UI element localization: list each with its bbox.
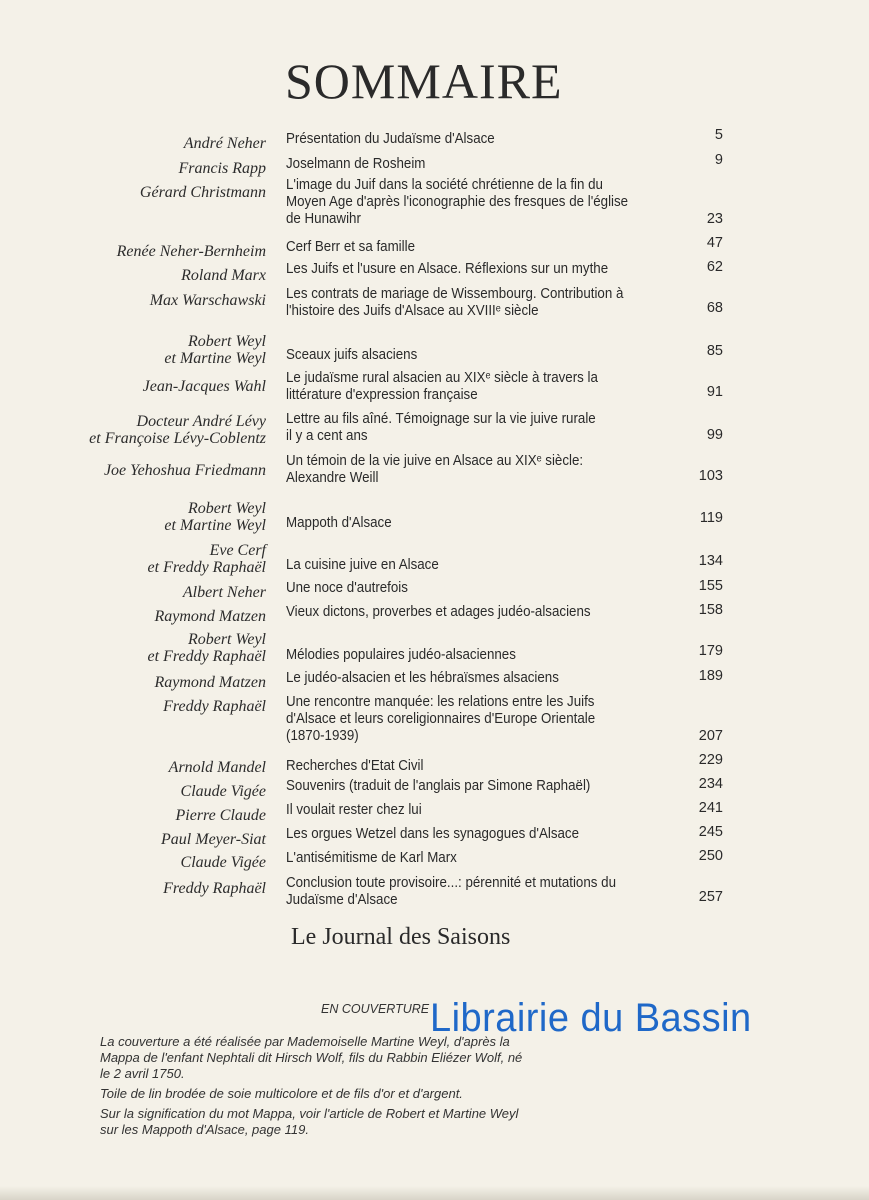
entry-page: 119 (699, 510, 723, 526)
entry-title: Il voulait rester chez lui (286, 802, 422, 818)
entry-page: 155 (698, 578, 723, 594)
cover-heading: EN COUVERTURE (321, 1002, 430, 1016)
entry-author: Albert Neher (182, 584, 266, 601)
entry-title: Mappoth d'Alsace (286, 515, 392, 531)
entry-author: Raymond Matzen (154, 674, 266, 691)
cover-paragraph: Sur la signification du mot Mappa, voir l'article de Robert et Martine Weyl sur les Mappoth d'Alsace, page 119. (100, 1106, 519, 1137)
entry-page: 68 (706, 300, 723, 316)
entry-page: 257 (698, 889, 723, 905)
entry-title: Le judéo-alsacien et les hébraïsmes alsaciens (286, 670, 559, 686)
entry-author: André Neher (183, 135, 266, 152)
journal-heading: Le Journal des Saisons (291, 924, 511, 950)
entry-title: Lettre au fils aîné. Témoignage sur la vie juive rurale il y a cent ans (286, 411, 596, 444)
entry-author: Docteur André Lévy et Françoise Lévy-Coblentz (89, 413, 266, 447)
entry-page: 9 (714, 152, 723, 168)
entry-page: 91 (706, 384, 723, 400)
entry-author: Freddy Raphaël (163, 698, 266, 715)
entry-author: Joe Yehoshua Friedmann (103, 462, 266, 479)
entry-title: Les contrats de mariage de Wissembourg. Contribution à l'histoire des Juifs d'Alsace au XVIIIᵉ siècle (286, 286, 624, 319)
entry-page: 23 (706, 211, 723, 227)
entry-title: L'antisémitisme de Karl Marx (286, 850, 457, 866)
entry-title: Sceaux juifs alsaciens (286, 347, 418, 363)
entry-title: Les orgues Wetzel dans les synagogues d'Alsace (286, 826, 580, 842)
entry-page: 5 (714, 127, 723, 143)
entry-title: Une rencontre manquée: les relations entre les Juifs d'Alsace et leurs coreligionnaires d'Europe Orientale (1870-1939) (286, 694, 596, 744)
entry-page: 134 (698, 553, 723, 569)
entry-author: Claude Vigée (180, 783, 266, 800)
cover-paragraph: La couverture a été réalisée par Mademoiselle Martine Weyl, d'après la Mappa de l'enfant Nephtali dit Hirsch Wolf, fils du Rabbin Eliézer Wolf, né le 2 avril 1750. (100, 1034, 523, 1081)
entry-author: Pierre Claude (175, 807, 266, 824)
entry-title: Souvenirs (traduit de l'anglais par Simone Raphaël) (286, 778, 591, 794)
entry-page: 85 (706, 343, 723, 359)
entry-page: 229 (698, 752, 723, 768)
page-edge-shadow (0, 1186, 869, 1200)
entry-page: 241 (698, 800, 723, 816)
entry-author: Jean-Jacques Wahl (142, 378, 266, 395)
entry-author: Gérard Christmann (139, 184, 266, 201)
entry-author: Eve Cerf et Freddy Raphaël (147, 542, 266, 576)
entry-author: Robert Weyl et Martine Weyl (164, 333, 266, 367)
entry-author: Robert Weyl et Freddy Raphaël (147, 631, 266, 665)
entry-author: Max Warschawski (149, 292, 266, 309)
entry-title: Conclusion toute provisoire...: pérennité et mutations du Judaïsme d'Alsace (286, 875, 616, 908)
entry-title: Cerf Berr et sa famille (286, 239, 416, 255)
entry-page: 179 (698, 643, 723, 659)
entry-title: La cuisine juive en Alsace (286, 557, 439, 573)
entry-title: Une noce d'autrefois (286, 580, 408, 596)
entry-author: Robert Weyl et Martine Weyl (164, 500, 266, 534)
entry-author: Paul Meyer-Siat (161, 831, 266, 848)
entry-author: Freddy Raphaël (163, 880, 266, 897)
watermark-logo: Librairie du Bassin (430, 996, 752, 1040)
entry-author: Roland Marx (181, 267, 266, 284)
entry-page: 158 (698, 602, 723, 618)
entry-page: 99 (706, 427, 723, 443)
entry-author: Renée Neher-Bernheim (116, 243, 266, 260)
entry-page: 207 (698, 728, 723, 744)
entry-page: 47 (706, 235, 723, 251)
entry-author: Arnold Mandel (168, 759, 266, 776)
entry-page: 62 (706, 259, 723, 275)
entry-title: Un témoin de la vie juive en Alsace au XIXᵉ siècle: Alexandre Weill (286, 453, 584, 486)
entry-author: Claude Vigée (180, 854, 266, 871)
entry-title: Mélodies populaires judéo-alsaciennes (286, 647, 516, 663)
entry-title: Le judaïsme rural alsacien au XIXᵉ siècle à travers la littérature d'expression française (286, 370, 598, 403)
entry-title: Joselmann de Rosheim (286, 156, 426, 172)
entry-page: 189 (698, 668, 723, 684)
entry-author: Francis Rapp (178, 160, 266, 177)
entry-title: Recherches d'Etat Civil (286, 758, 424, 774)
entry-author: Raymond Matzen (154, 608, 266, 625)
entry-title: L'image du Juif dans la société chrétienne de la fin du Moyen Age d'après l'iconographie des fresques de l'église de Hunawihr (286, 177, 629, 227)
cover-paragraph: Toile de lin brodée de soie multicolore et de fils d'or et d'argent. (100, 1086, 463, 1101)
entry-page: 245 (698, 824, 723, 840)
entry-page: 250 (698, 848, 723, 864)
entry-page: 234 (698, 776, 723, 792)
entry-title: Vieux dictons, proverbes et adages judéo-alsaciens (286, 604, 591, 620)
page-title: SOMMAIRE (285, 53, 563, 109)
entry-title: Présentation du Judaïsme d'Alsace (286, 131, 495, 147)
entry-title: Les Juifs et l'usure en Alsace. Réflexions sur un mythe (286, 261, 609, 277)
entry-page: 103 (698, 468, 723, 484)
